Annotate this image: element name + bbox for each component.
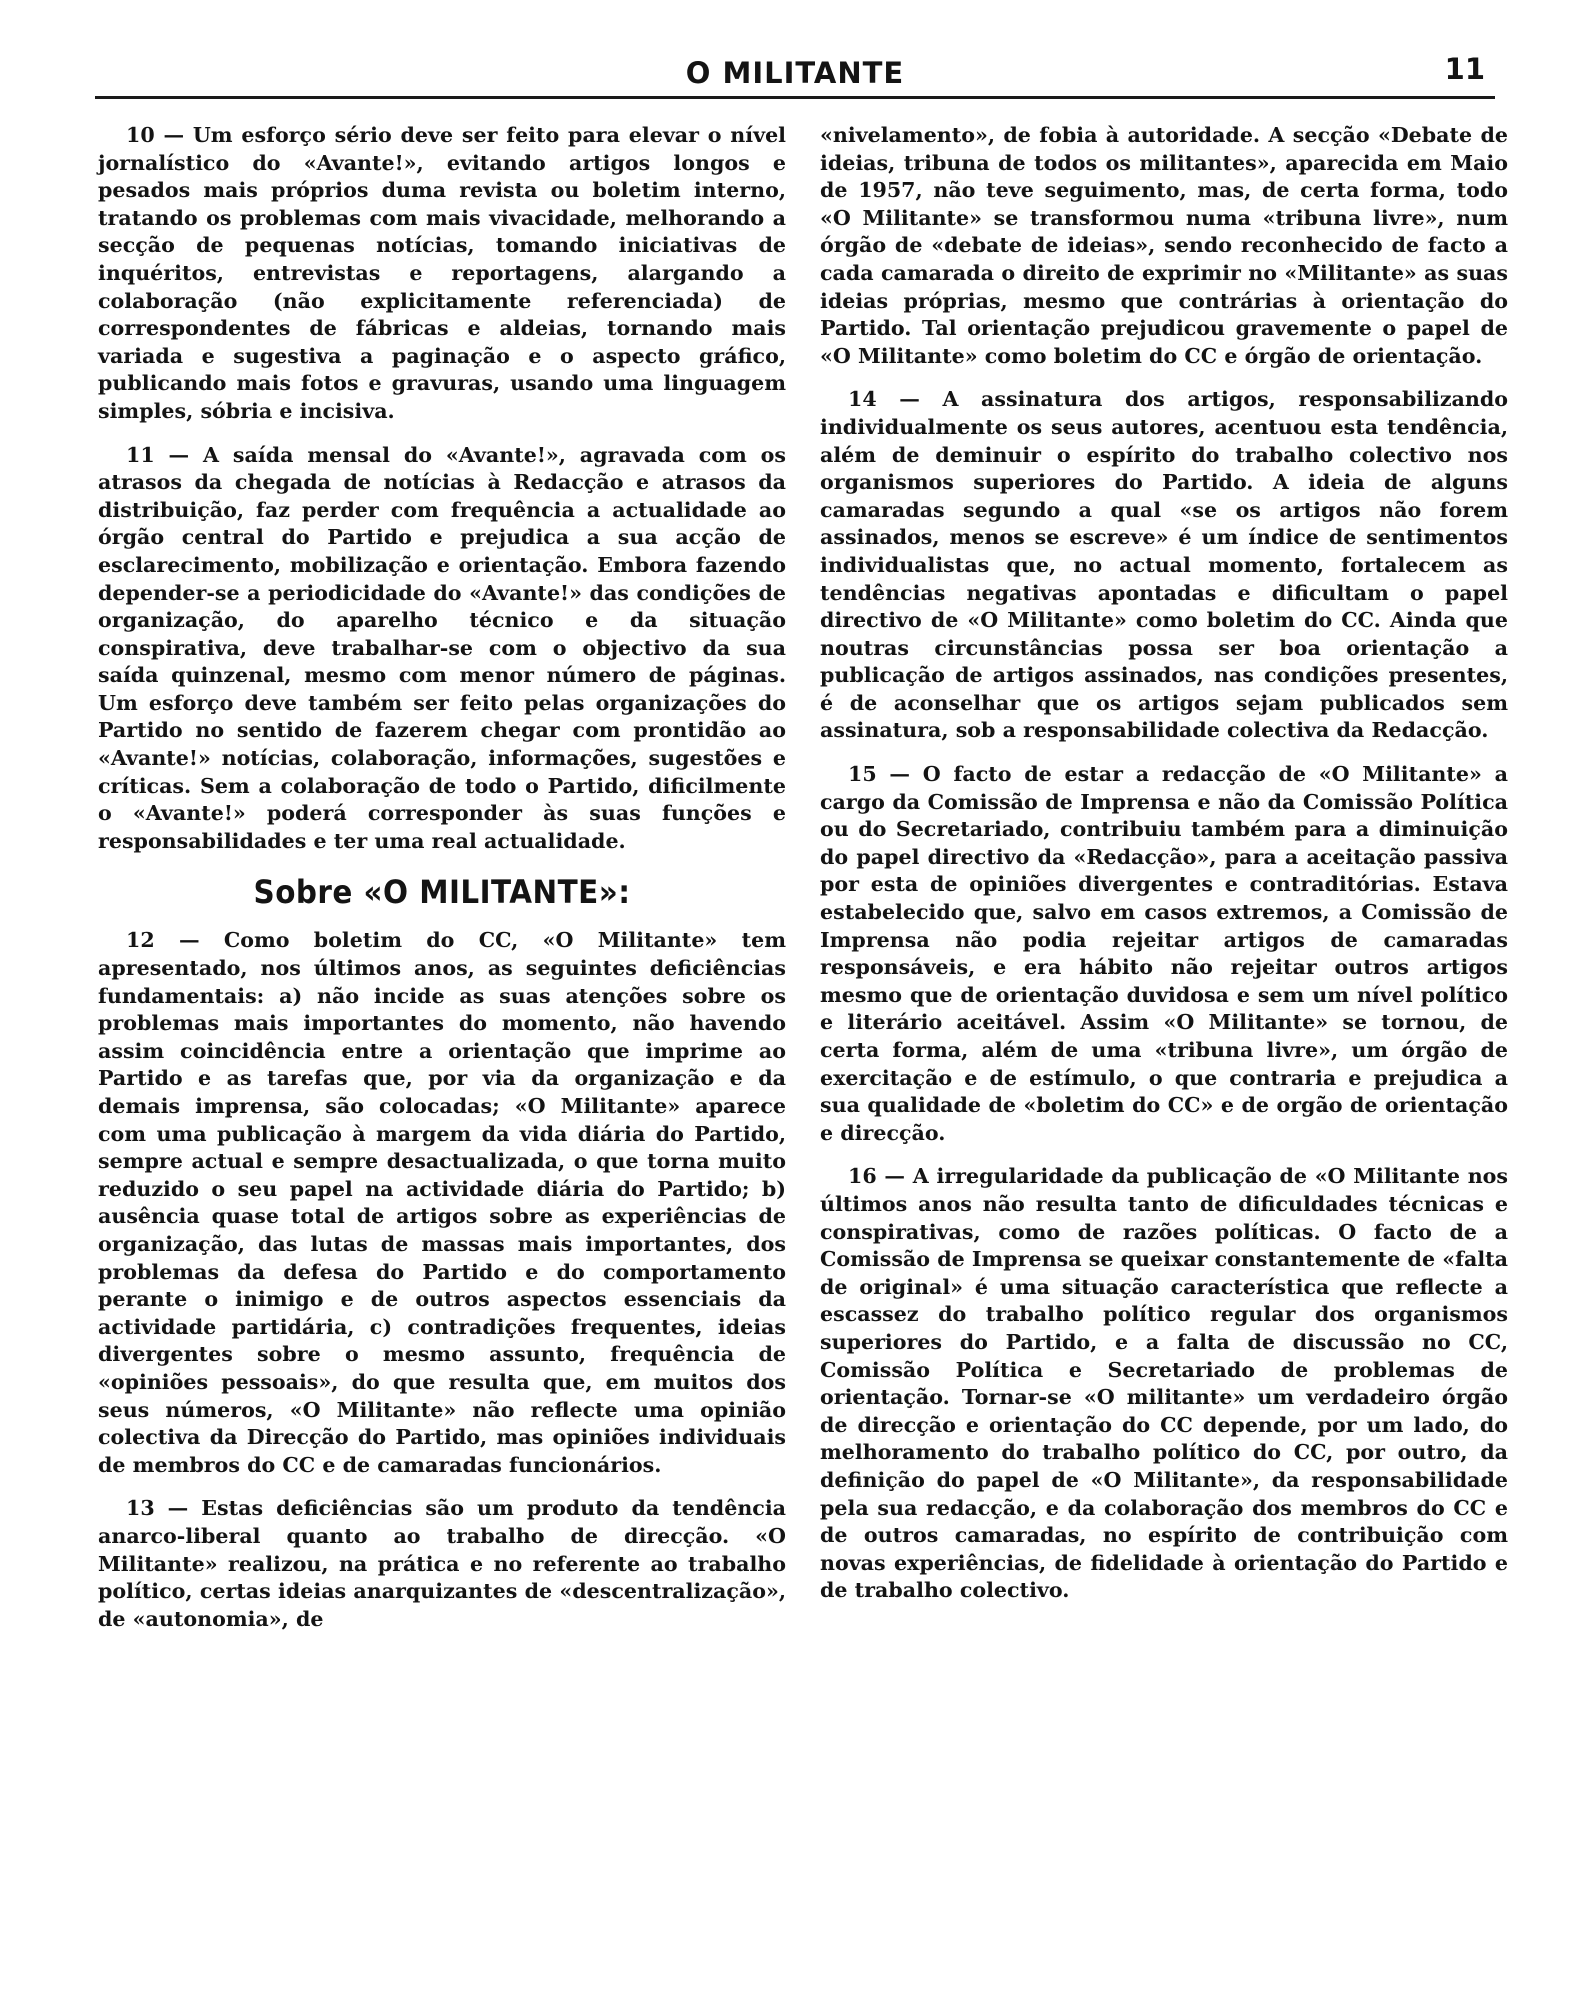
- paragraph-12: 12 — Como boletim do CC, «O Militante» tem apresentado, nos últimos anos, as seguintes deficiências fundamentais: a) não incide as suas atenções sobre os problemas mais importantes do momento, não havendo assim coincidência entre a orientação que imprime ao Partido e as tarefas que, por via da organização e da demais imprensa, são colocadas; «O Militante» aparece com uma publicação à margem da vida diária do Partido, sempre actual e sempre desactualizada, o que torna muito reduzido o seu papel na actividade diária do Partido; b) ausência quase total de artigos sobre as experiências de organização, das lutas de massas mais importantes, dos problemas da defesa do Partido e do comportamento perante o inimigo e de outros aspectos essenciais da actividade partidária, c) contradições frequentes, ideias divergentes sobre o mesmo assunto, frequência de «opiniões pessoais», do que resulta que, em muitos dos seus números, «O Militante» não reflecte uma opinião colectiva da Direcção do Partido, mas opiniões individuais de membros do CC e de camaradas funcionários.: [98, 928, 786, 1477]
- left-column: [98, 122, 786, 1649]
- paragraph-11: 11 — A saída mensal do «Avante!», agravada com os atrasos da chegada de notícias à Redacção e atrasos da distribuição, faz perder com frequência a actualidade ao órgão central do Partido e prejudica a sua acção de esclarecimento, mobilização e orientação. Embora fazendo depender-se a periodicidade do «Avante!» das condições de organização, do aparelho técnico e da situação conspirativa, deve trabalhar-se com o objectivo da sua saída quinzenal, mesmo com menor número de páginas. Um esforço deve também ser feito pelas organizações do Partido no sentido de fazerem chegar com prontidão ao «Avante!» notícias, colaboração, informações, sugestões e críticas. Sem a colaboração de todo o Partido, dificilmente o «Avante!» poderá corresponder às suas funções e responsabilidades e ter uma real actualidade.: [98, 442, 786, 853]
- page-number: 11: [1444, 52, 1485, 86]
- paragraph-13-continued: «nivelamento», de fobia à autoridade. A secção «Debate de ideias, tribuna de todos os militantes», aparecida em Maio de 1957, não teve seguimento, mas, de certa forma, todo «O Militante» se transformou numa «tribuna livre», num órgão de «debate de ideias», sendo reconhecido de facto a cada camarada o direito de exprimir no «Militante» as suas ideias próprias, mesmo que contrárias à orientação do Partido. Tal orientação prejudicou gravemente o papel de «O Militante» como boletim do CC e órgão de orientação.: [820, 123, 1508, 368]
- paragraph-15: 15 — O facto de estar a redacção de «O Militante» a cargo da Comissão de Imprensa e não da Comissão Política ou do Secretariado, contribuiu também para a diminuição do papel directivo da «Redacção», para a aceitação passiva por esta de opiniões divergentes e contraditórias. Estava estabelecido que, salvo em casos extremos, a Comissão de Imprensa não podia rejeitar artigos de camaradas responsáveis, e era hábito não rejeitar outros artigos mesmo que de orientação duvidosa e sem um nível político e literário aceitável. Assim «O Militante» se tornou, de certa forma, além de uma «tribuna livre», um órgão de exercitação e de estímulo, o que contraria e prejudica a sua qualidade de «boletim do CC» e de orgão de orientação e direcção.: [820, 762, 1508, 1145]
- paragraph-13: 13 — Estas deficiências são um produto da tendência anarco-liberal quanto ao trabalho de direcção. «O Militante» realizou, na prática e no referente ao trabalho político, certas ideias anarquizantes de «descentralização», de «autonomia», de: [98, 1496, 786, 1631]
- paragraph-10: 10 — Um esforço sério deve ser feito para elevar o nível jornalístico do «Avante!», evitando artigos longos e pesados mais próprios duma revista ou boletim interno, tratando os problemas com mais vivacidade, melhorando a secção de pequenas notícias, tomando iniciativas de inquéritos, entrevistas e reportagens, alargando a colaboração (não explicitamente referenciada) de correspondentes de fábricas e aldeias, tornando mais variada e sugestiva a paginação e o aspecto gráfico, publicando mais fotos e gravuras, usando uma linguagem simples, sóbria e incisiva.: [98, 123, 786, 423]
- section-heading: Sobre «O MILITANTE»:: [253, 873, 631, 912]
- paragraph-14: 14 — A assinatura dos artigos, responsabilizando individualmente os seus autores, acentuou esta tendência, além de deminuir o espírito do trabalho colectivo nos organismos superiores do Partido. A ideia de alguns camaradas segundo a qual «se os artigos não forem assinados, menos se escreve» é um índice de sentimentos individualistas que, no actual momento, fortalecem as tendências negativas apontadas e dificultam o papel directivo de «O Militante» como boletim do CC. Ainda que noutras circunstâncias possa ser boa orientação a publicação de artigos assinados, nas condições presentes, é de aconselhar que os artigos sejam publicados sem assinatura, sob a responsabilidade colectiva da Redacção.: [820, 387, 1508, 743]
- page-header: [95, 52, 1495, 99]
- right-column: [820, 122, 1508, 1621]
- running-title: O MILITANTE: [685, 56, 905, 90]
- paragraph-16: 16 — A irregularidade da publicação de «O Militante nos últimos anos não resulta tanto de dificuldades técnicas e conspirativas, como de razões políticas. O facto de a Comissão de Imprensa se queixar constantemente de «falta de original» é uma situação característica que reflecte a escassez do trabalho político regular dos organismos superiores do Partido, e a falta de discussão no CC, Comissão Política e Secretariado de problemas de orientação. Tornar-se «O militante» um verdadeiro órgão de direcção e orientação do CC depende, por um lado, do melhoramento do trabalho político do CC, por outro, da definição do papel de «O Militante», da responsabilidade pela sua redacção, e da colaboração dos membros do CC e de outros camaradas, no espírito de contribuição com novas experiências, de fidelidade à orientação do Partido e de trabalho colectivo.: [820, 1164, 1508, 1603]
